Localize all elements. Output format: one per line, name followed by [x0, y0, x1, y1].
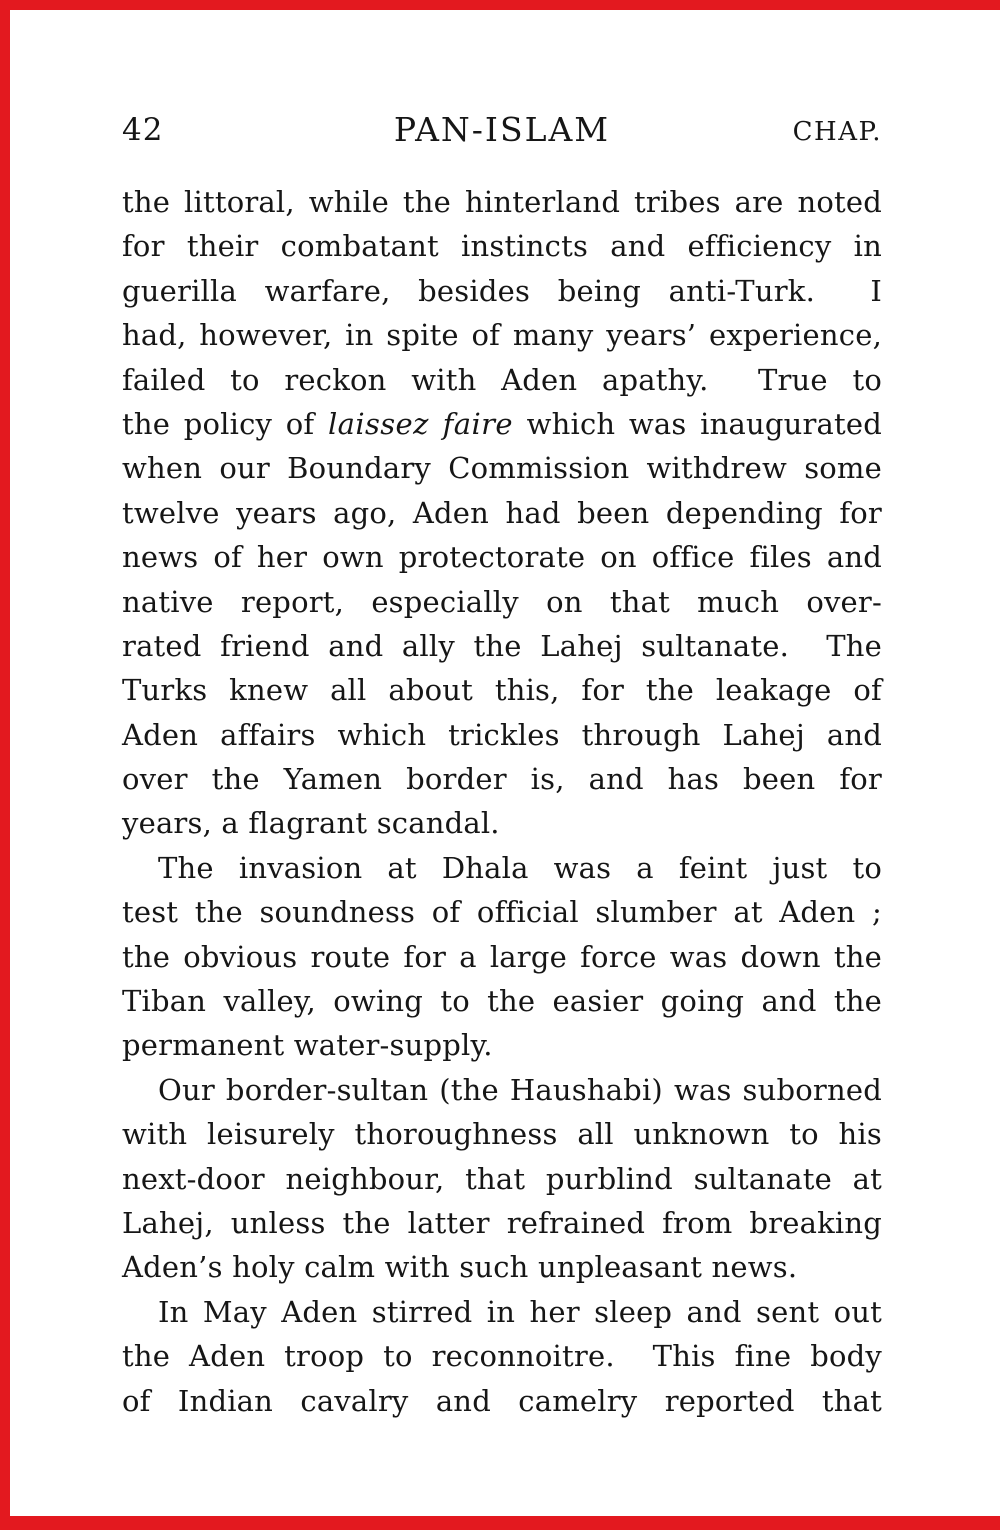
text-line: The invasion at Dhala was a feint just to	[158, 850, 882, 885]
text-line: had, however, in spite of many years’ experience,	[122, 318, 882, 353]
text-line: permanent water-supply.	[122, 1028, 493, 1063]
text-line: Aden affairs which trickles through Lahej and	[122, 717, 882, 752]
paragraph	[122, 846, 882, 1068]
text-line: the obvious route for a large force was down the	[122, 939, 882, 974]
text-block	[122, 180, 882, 1423]
line-segment: the policy of	[122, 406, 328, 441]
text-line: of Indian cavalry and camelry reported that	[122, 1383, 882, 1418]
paragraph	[122, 180, 882, 846]
page-header	[122, 110, 882, 154]
text-line: rated friend and ally the Lahej sultanate. The	[122, 628, 882, 663]
text-line: twelve years ago, Aden had been depending for	[122, 495, 882, 530]
text-line: over the Yamen border is, and has been for	[122, 762, 882, 797]
text-line: when our Boundary Commission withdrew some	[122, 451, 882, 486]
text-line: news of her own protectorate on office files and	[122, 540, 882, 575]
text-line: test the soundness of official slumber at Aden ;	[122, 895, 882, 930]
page-number: 42	[122, 112, 164, 148]
text-line: next-door neighbour, that purblind sultanate at	[122, 1161, 882, 1196]
text-line: Aden’s holy calm with such unpleasant news.	[122, 1250, 798, 1285]
text-line: guerilla warfare, besides being anti-Turk. I	[122, 273, 882, 308]
text-line: Tiban valley, owing to the easier going and the	[122, 984, 882, 1019]
text-line: Our border-sultan (the Haushabi) was suborned	[158, 1072, 882, 1107]
text-line: with leisurely thoroughness all unknown to his	[122, 1117, 882, 1152]
scan-edge-top	[0, 0, 1000, 10]
scan-edge-left	[0, 0, 10, 1530]
text-line: for their combatant instincts and efficiency in	[122, 229, 882, 264]
text-line: the Aden troop to reconnoitre. This fine body	[122, 1339, 882, 1374]
italic-phrase: laissez faire	[327, 406, 513, 441]
scan-edge-bottom	[0, 1516, 1000, 1530]
text-line: native report, especially on that much over-	[122, 584, 882, 619]
text-line: Lahej, unless the latter refrained from breaking	[122, 1205, 882, 1240]
text-line: the littoral, while the hinterland tribes are noted	[122, 185, 882, 219]
text-line	[122, 402, 882, 446]
text-line: Turks knew all about this, for the leakage of	[122, 673, 882, 708]
chapter-label: CHAP.	[792, 117, 882, 147]
line-segment: which was inaugurated	[512, 406, 882, 441]
running-title: PAN-ISLAM	[393, 110, 611, 149]
text-line: In May Aden stirred in her sleep and sent out	[158, 1294, 882, 1329]
paragraph	[122, 1068, 882, 1290]
text-line: years, a flagrant scandal.	[122, 806, 500, 841]
text-line: failed to reckon with Aden apathy. True to	[122, 362, 882, 397]
paragraph	[122, 1290, 882, 1423]
